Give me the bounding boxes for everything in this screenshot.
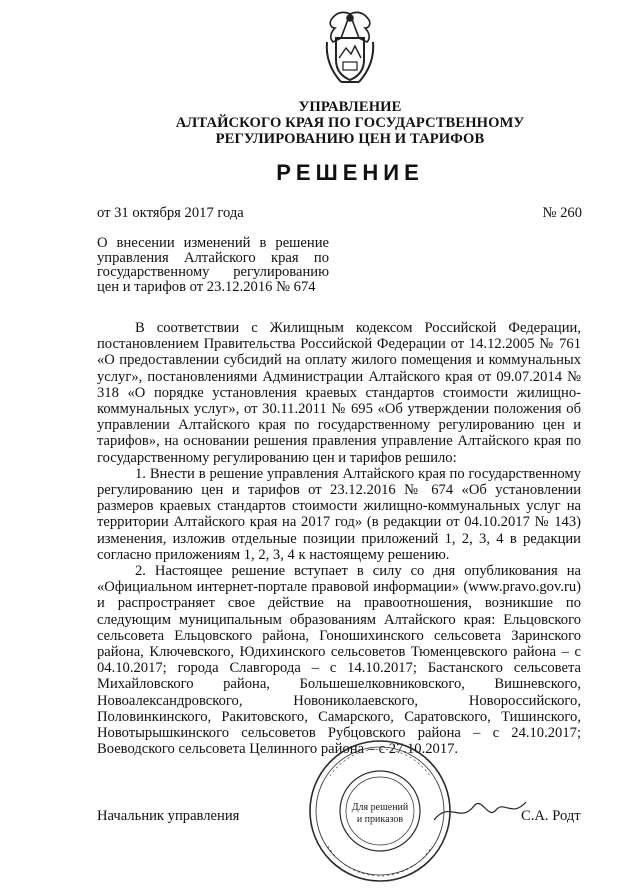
org-line-1: УПРАВЛЕНИЕ: [298, 99, 402, 115]
coat-of-arms-icon: [321, 8, 379, 88]
body-paragraph-preamble: В соответствии с Жилищным кодексом Российской Федерации, постановлением Правительства Российской Федерации от 14.12.2005 № 761 «О предоставлении субсидий на оплату жилого помещения и коммунальных услуг», постановлениями Администрации Алтайского края от 09.07.2014 № 318 «О порядке установления краевых стандартов стоимости жилищно-коммунальных услуг», от 30.11.2011 № 695 «Об утверждении положения об управлении Алтайского края по государственному регулированию цен и тарифов», на основании решения правления управление Алтайского края по государственному регулированию цен и тарифов решило:: [97, 320, 581, 466]
stamp-text-line-2: и приказов: [356, 814, 404, 825]
document-body: [97, 320, 581, 757]
handwritten-signature: [430, 790, 530, 830]
document-type-title: РЕШЕНИЕ: [276, 160, 424, 185]
subject-line: государственному регулированию: [97, 264, 329, 280]
body-paragraph-item-1: 1. Внести в решение управления Алтайского края по государственному регулированию цен и тарифов от 23.12.2016 № 674 «Об установлении размеров краевых стандартов стоимости жилищно-коммунальных услуг на территории Алтайского края на 2017 год» (в редакции от 04.10.2017 № 143) изменения, изложив отдельные позиции приложений 1, 2, 3, 4 в редакции согласно приложениям 1, 2, 3, 4 к настоящему решению.: [97, 465, 581, 563]
signatory-position: Начальник управления: [97, 808, 240, 824]
body-paragraph-item-2: 2. Настоящее решение вступает в силу со дня опубликования на «Официальном интернет-портале правовой информации» (www.pravo.gov.ru) и распространяет свое действие на правоотношения, возникшие по следующим муниципальным образованиям Алтайского края: Ельцовского сельсовета Ельцовского района, Гоношихинского сельсовета Заринского района, Ключевского, Юдихинского сельсоветов Тюменцевского района – с 04.10.2017; города Славгорода – с 14.10.2017; Бастанского сельсовета Михайловского района, Большешелковниковского, Вишневского, Новоалександровского, Новониколаевского, Новороссийского, Половинкинского, Ракитовского, Самарского, Саратовского, Тишинского, Новотырышкинского сельсоветов Рубцовского района – с 24.10.2017; Воеводского сельсовета Целинного района – с 27.10.2017.: [97, 563, 581, 758]
document-number: № 260: [542, 205, 582, 221]
subject-line: цен и тарифов от 23.12.2016 № 674: [97, 278, 316, 295]
document-subject: [97, 236, 329, 294]
signatory-name: С.А. Родт: [521, 808, 581, 824]
org-line-2: АЛТАЙСКОГО КРАЯ ПО ГОСУДАРСТВЕННОМУ: [175, 115, 525, 131]
stamp-text-line-1: Для решений: [351, 802, 409, 813]
subject-line: О внесении изменений в решение: [97, 235, 329, 251]
document-date: от 31 октября 2017 года: [97, 205, 244, 221]
subject-line: управления Алтайского края по: [97, 249, 329, 266]
org-line-3: РЕГУЛИРОВАНИЮ ЦЕН И ТАРИФОВ: [215, 131, 485, 147]
organization-name: [100, 99, 600, 147]
